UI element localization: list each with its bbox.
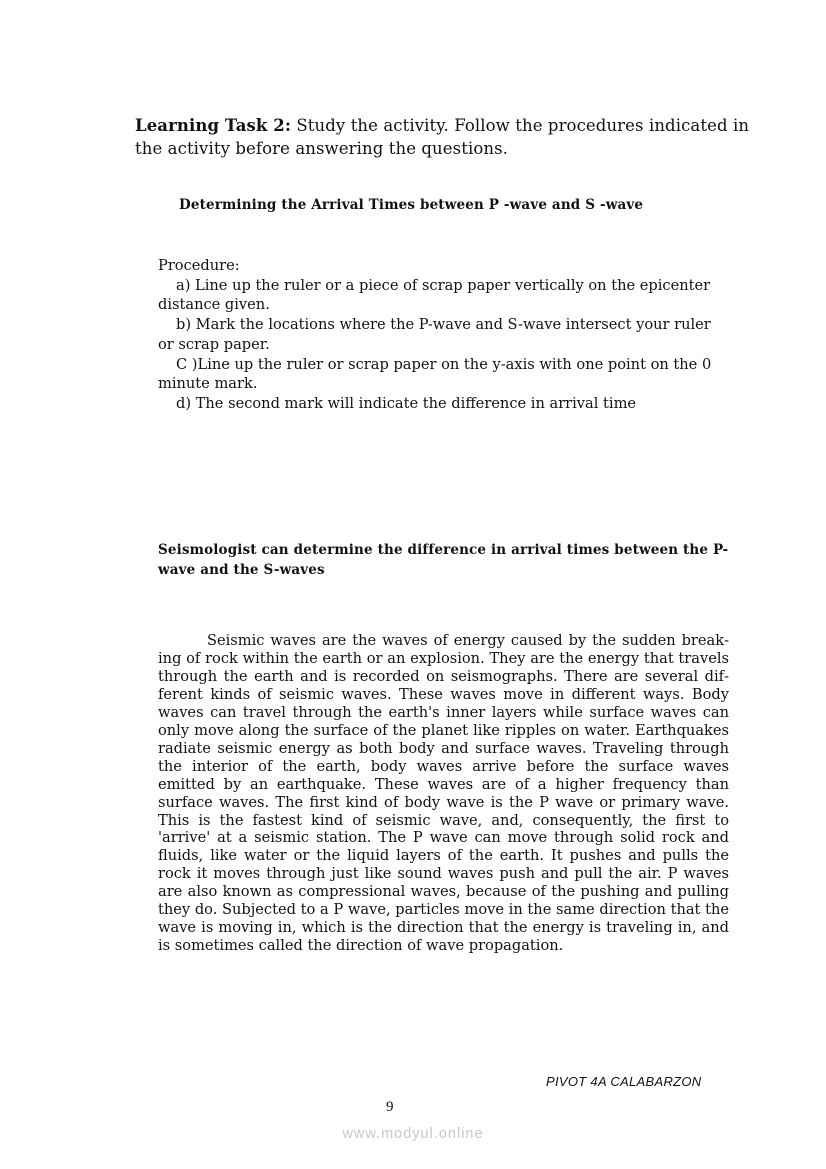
learning-task-text: Study the activity. Follow the procedures indicated in the activity before answering the questions. — [135, 116, 750, 158]
procedure-block — [158, 256, 728, 414]
learning-task-instruction — [135, 114, 755, 160]
procedure-step-c: C )Line up the ruler or scrap paper on the y-axis with one point on the 0 minute mark. — [158, 355, 712, 393]
footer-label: PIVOT 4A CALABARZON — [546, 1074, 702, 1089]
procedure-heading: Procedure: — [158, 257, 240, 274]
watermark: www.modyul.online — [342, 1126, 484, 1142]
seismic-waves-paragraph: Seismic waves are the waves of energy caused by the sudden breaking of rock within the earth or an explosion. They are the energy that travels through the earth and is recorded on seismographs. There are several different kinds of seismic waves. These waves move in different ways. Body waves can travel through the earth's inner layers while surface waves can only move along the surface of the planet like ripples on water. Earthquakes radiate seismic energy as both body and surface waves. Traveling through the interior of the earth, body waves arrive before the surface waves emitted by an earthquake. These waves are of a higher frequency than surface waves. The first kind of body wave is the P wave or primary wave. This is the fastest kind of seismic wave, and, consequently, the first to 'arrive' at a seismic station. The P wave can move through solid rock and fluids, like water or the liquid layers of the earth. It pushes and pulls the rock it moves through just like sound waves push and pull the air. P waves are also known as compressional waves, because of the pushing and pulling they do. Subjected to a P wave, particles move in the same direction that the wave is moving in, which is the direction that the energy is traveling in, and is sometimes called the direction of wave propagation. — [158, 632, 729, 955]
learning-task-label: Learning Task 2: — [135, 116, 292, 135]
section-title-seismologist: Seismologist can determine the difference in arrival times between the P-wave and the S-waves — [158, 542, 729, 578]
procedure-step-a: a) Line up the ruler or a piece of scrap paper vertically on the epicenter distance given. — [158, 276, 711, 314]
procedure-step-d: d) The second mark will indicate the difference in arrival time — [176, 394, 637, 412]
section-title-arrival-times: Determining the Arrival Times between P -wave and S -wave — [179, 197, 644, 213]
procedure-step-b: b) Mark the locations where the P-wave and S-wave intersect your ruler or scrap paper. — [158, 316, 711, 353]
page-number: 9 — [386, 1099, 394, 1115]
